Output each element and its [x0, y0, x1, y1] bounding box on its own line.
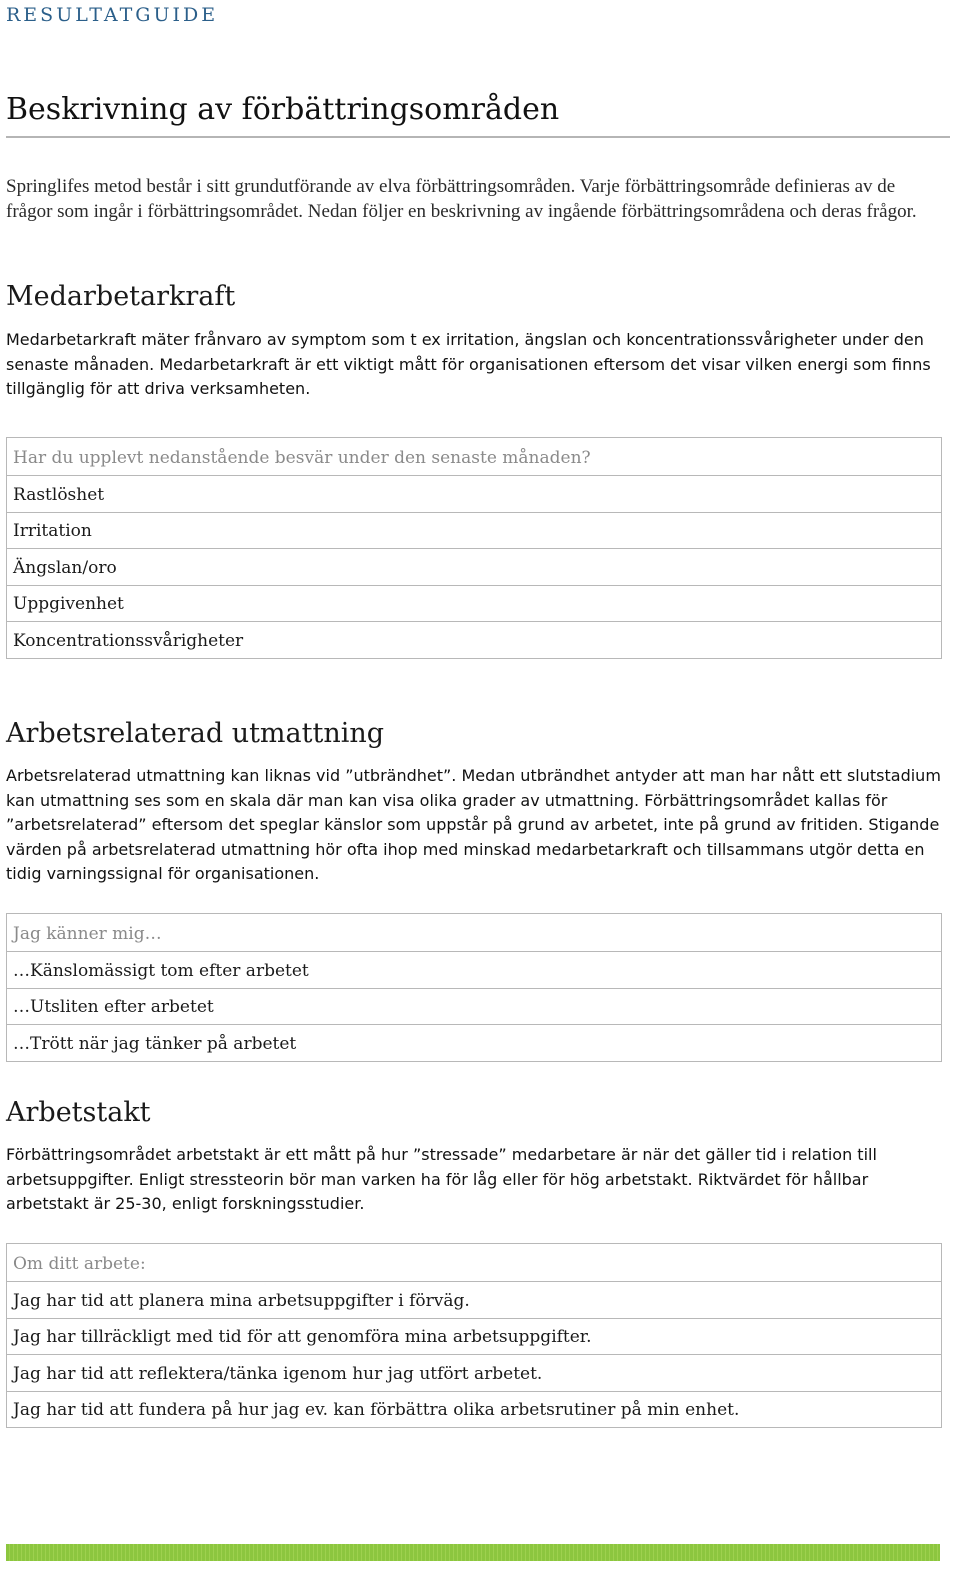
section-heading-arbetstakt: Arbetstakt	[6, 1097, 151, 1128]
question-item: Irritation	[7, 513, 941, 550]
section-text-arbetsrelaterad-utmattning: Arbetsrelaterad utmattning kan liknas vid ”utbrändhet”. Medan utbrändhet antyder att man har nått ett slutstadium kan utmattning ses som en skala där man kan visa olika grader av utmattning. Förbättringsområdet kallas för ”arbetsrelaterad” eftersom det speglar känslor som uppstår på grund av arbetet, inte på grund av fritiden. Stigande värden på arbetsrelaterad utmattning hör ofta ihop med minskad medarbetarkraft och tillsammans utgör detta en tidig varningssignal för organisationen.	[6, 766, 941, 883]
question-item: Koncentrationssvårigheter	[7, 622, 941, 659]
question-item: Ängslan/oro	[7, 549, 941, 586]
intro-paragraph: Springlifes metod består i sitt grundutförande av elva förbättringsområden. Varje förbättringsområde definieras av de frågor som ingår i förbättringsområdet. Nedan följer en beskrivning av ingående förbättringsområdena och deras frågor.	[6, 176, 917, 222]
page-title: Beskrivning av förbättringsområden	[6, 88, 950, 138]
question-box-arbetsrelaterad-utmattning	[6, 913, 942, 1062]
question-item: Jag har tid att reflektera/tänka igenom hur jag utfört arbetet.	[7, 1355, 941, 1392]
question-header: Har du upplevt nedanstående besvär under den senaste månaden?	[7, 438, 941, 476]
question-header: Jag känner mig…	[7, 914, 941, 952]
question-item: …Utsliten efter arbetet	[7, 989, 941, 1026]
question-item: Rastlöshet	[7, 476, 941, 513]
question-item: Jag har tillräckligt med tid för att genomföra mina arbetsuppgifter.	[7, 1319, 941, 1356]
question-item: Uppgivenhet	[7, 586, 941, 623]
question-header: Om ditt arbete:	[7, 1244, 941, 1282]
section-heading-arbetsrelaterad-utmattning: Arbetsrelaterad utmattning	[6, 718, 385, 749]
question-box-medarbetarkraft	[6, 437, 942, 659]
question-item: Jag har tid att fundera på hur jag ev. kan förbättra olika arbetsrutiner på min enhet.	[7, 1392, 941, 1429]
section-text-medarbetarkraft: Medarbetarkraft mäter frånvaro av symptom som t ex irritation, ängslan och koncentrationssvårigheter under den senaste månaden. Medarbetarkraft är ett viktigt mått för organisationen eftersom det visar vilken energi som finns tillgänglig för att driva verksamheten.	[6, 330, 931, 398]
section-heading-medarbetarkraft: Medarbetarkraft	[6, 281, 236, 312]
question-item: Jag har tid att planera mina arbetsuppgifter i förväg.	[7, 1282, 941, 1319]
question-item: …Trött när jag tänker på arbetet	[7, 1025, 941, 1062]
question-box-arbetstakt	[6, 1243, 942, 1428]
footer-bar	[6, 1544, 940, 1561]
section-text-arbetstakt: Förbättringsområdet arbetstakt är ett mått på hur ”stressade” medarbetare är när det gäller tid i relation till arbetsuppgifter. Enligt stressteorin bör man varken ha för låg eller för hög arbetstakt. Riktvärdet för hållbar arbetstakt är 25-30, enligt forskningsstudier.	[6, 1145, 877, 1213]
header-label: RESULTATGUIDE	[6, 4, 219, 26]
question-item: …Känslomässigt tom efter arbetet	[7, 952, 941, 989]
